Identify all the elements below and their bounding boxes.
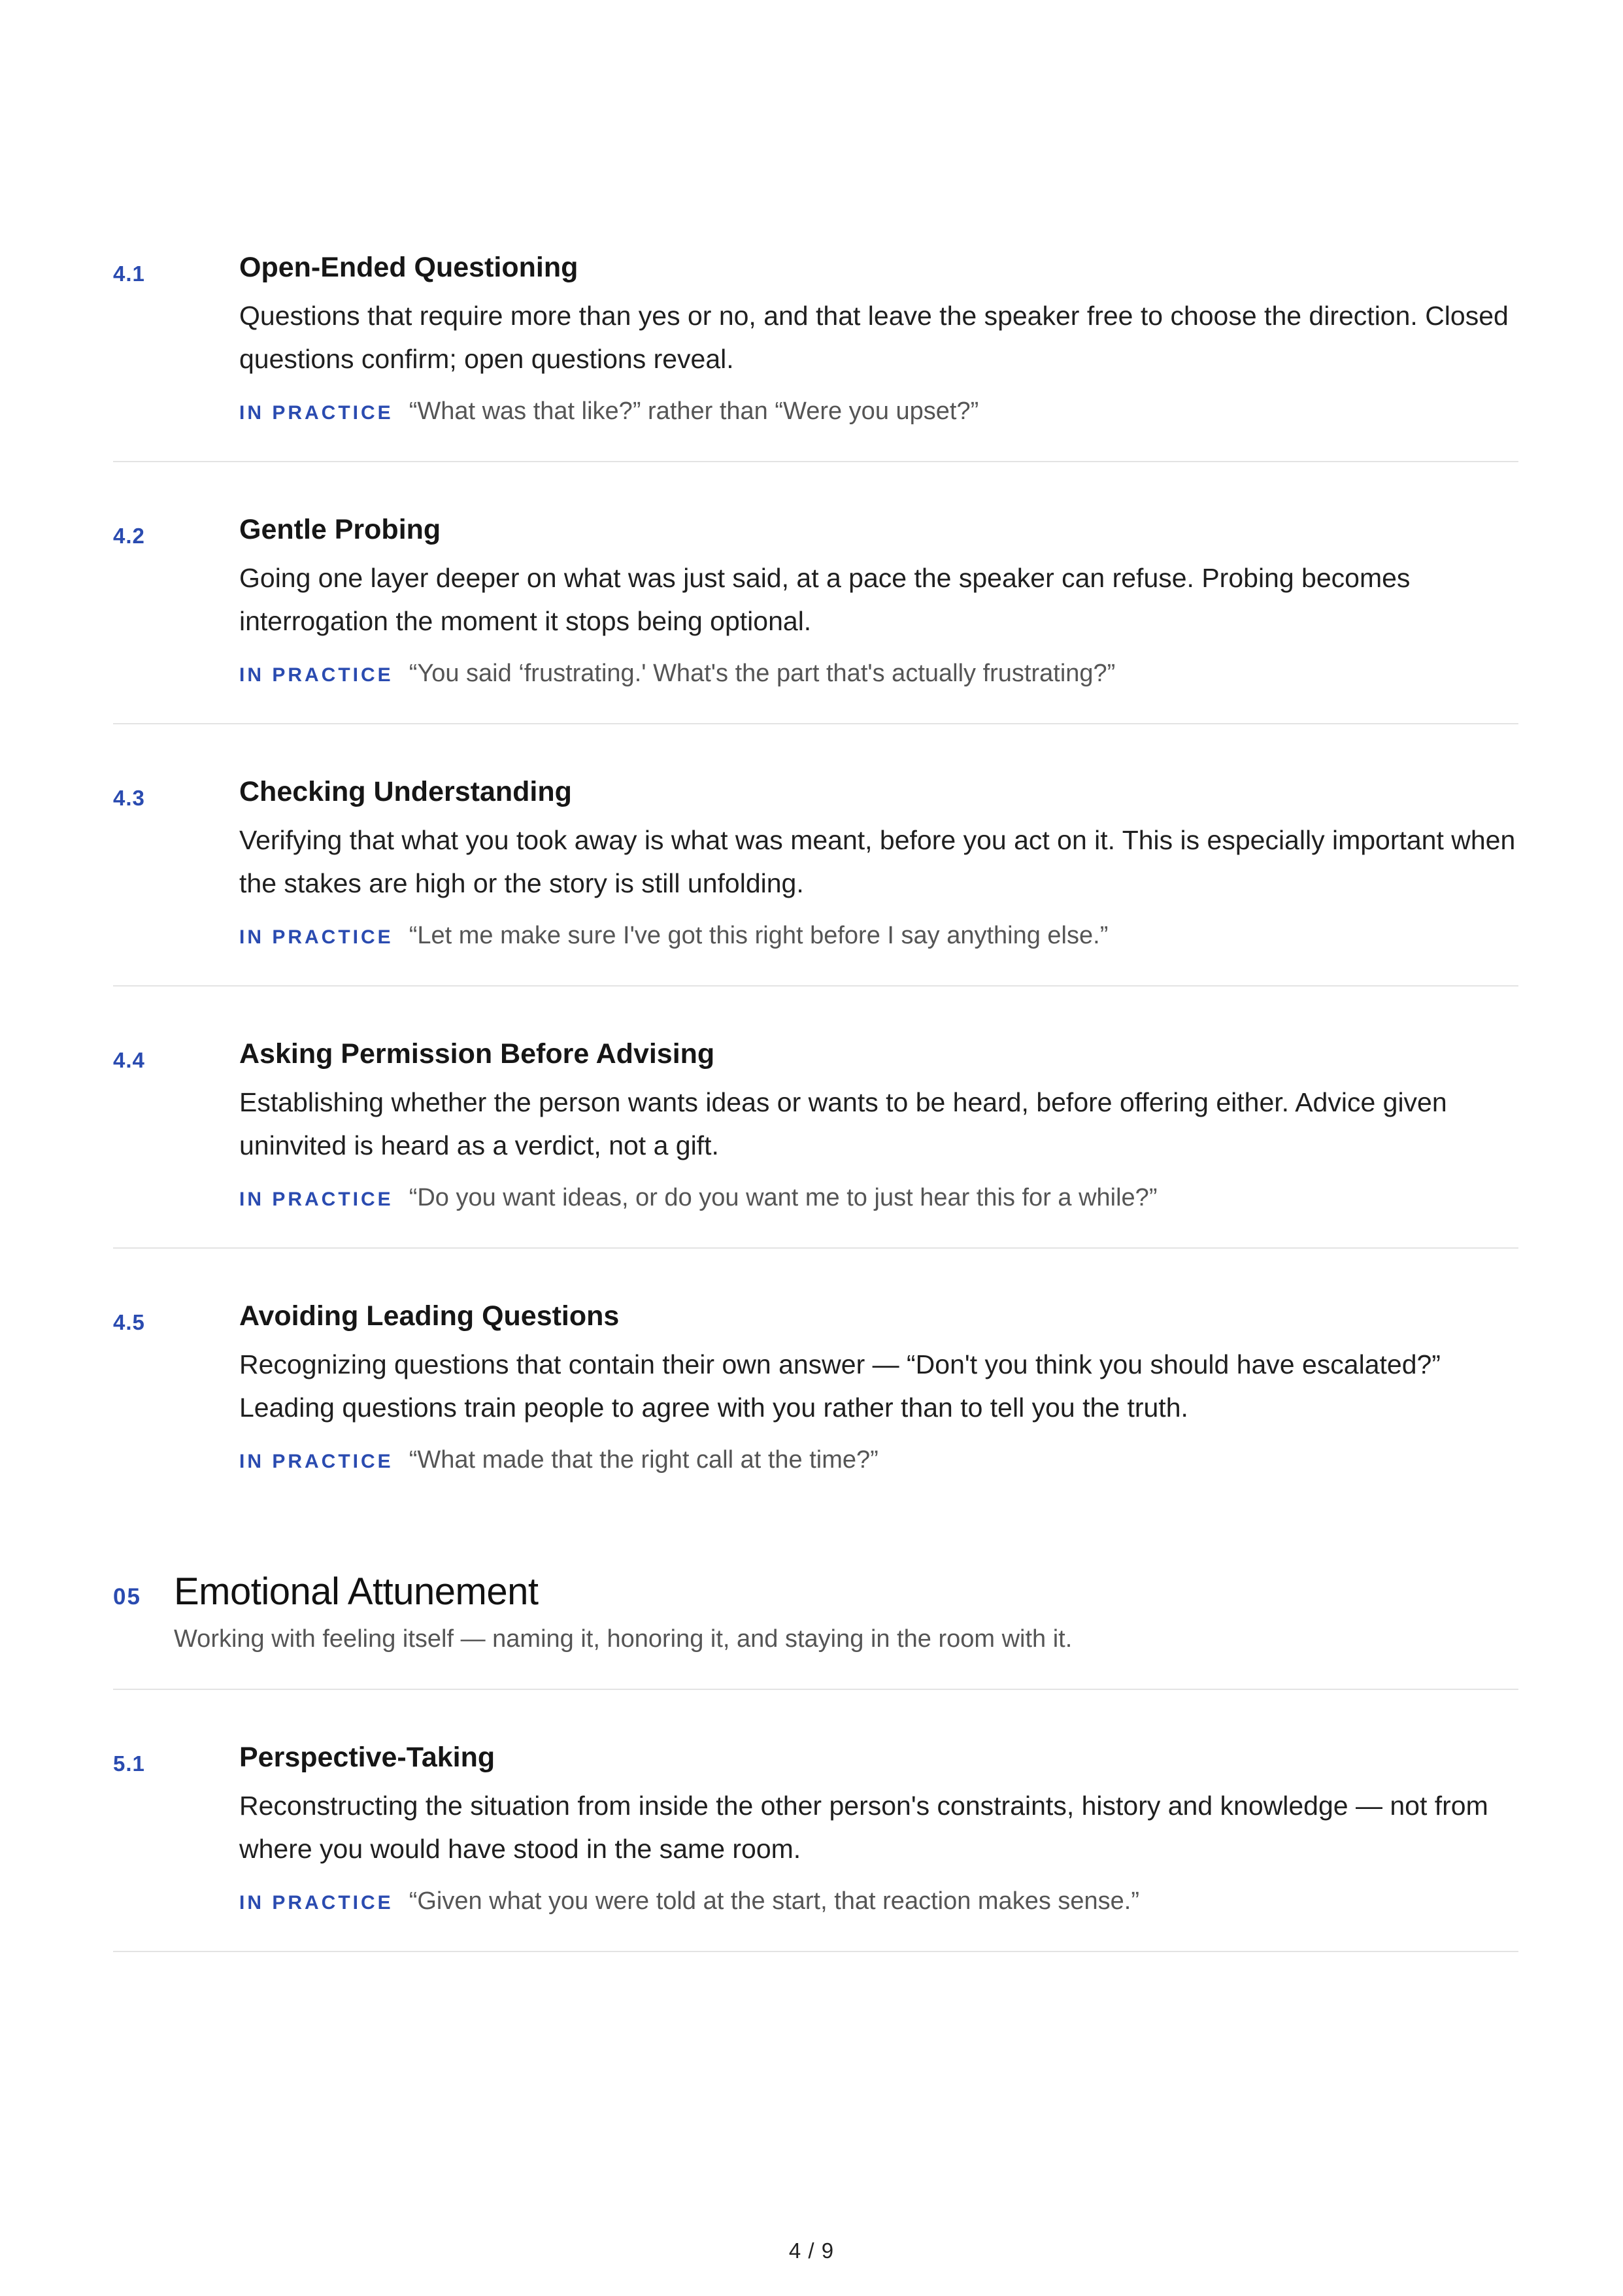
item-number: 4.3 xyxy=(113,786,145,810)
practice-quote: “Let me make sure I've got this right before I say anything else.” xyxy=(409,922,1109,949)
page-content xyxy=(113,247,1518,1999)
item-number: 5.1 xyxy=(113,1751,145,1776)
section-title: Emotional Attunement xyxy=(174,1570,539,1613)
item-number: 4.4 xyxy=(113,1048,145,1072)
practice-label: IN PRACTICE xyxy=(239,664,393,686)
item-number: 4.2 xyxy=(113,524,145,548)
item-description: Verifying that what you took away is what was meant, before you act on it. This is especially important when the stakes are high or the story is still unfolding. xyxy=(239,825,1516,898)
item-title: Perspective-Taking xyxy=(239,1742,495,1773)
item-description: Questions that require more than yes or no, and that leave the speaker free to choose the direction. Closed questions confirm; open questions reveal. xyxy=(239,301,1509,374)
skill-item-4-3 xyxy=(113,771,1518,987)
item-number: 4.1 xyxy=(113,262,145,286)
practice-example xyxy=(239,1885,1518,1919)
item-description: Reconstructing the situation from inside the other person's constraints, history and knowledge — not from where you would have stood in the same room. xyxy=(239,1791,1488,1864)
practice-example xyxy=(239,1181,1518,1216)
practice-quote: “Given what you were told at the start, that reaction makes sense.” xyxy=(409,1887,1139,1915)
practice-label: IN PRACTICE xyxy=(239,402,393,424)
skill-item-4-1 xyxy=(113,247,1518,462)
skill-item-4-2 xyxy=(113,509,1518,724)
practice-label: IN PRACTICE xyxy=(239,1189,393,1210)
item-title: Avoiding Leading Questions xyxy=(239,1300,620,1332)
item-title: Gentle Probing xyxy=(239,514,441,545)
practice-quote: “What was that like?” rather than “Were you upset?” xyxy=(409,397,979,425)
practice-quote: “What made that the right call at the time?” xyxy=(409,1446,878,1474)
practice-label: IN PRACTICE xyxy=(239,1451,393,1472)
practice-example xyxy=(239,395,1518,430)
page-number: 4 / 9 xyxy=(788,2238,835,2263)
practice-quote: “Do you want ideas, or do you want me to just hear this for a while?” xyxy=(409,1184,1158,1211)
practice-label: IN PRACTICE xyxy=(239,1892,393,1914)
item-title: Checking Understanding xyxy=(239,776,572,807)
practice-quote: “You said ‘frustrating.' What's the part that's actually frustrating?” xyxy=(409,660,1116,687)
skill-item-4-4 xyxy=(113,1034,1518,1249)
practice-example xyxy=(239,1443,1518,1478)
practice-label: IN PRACTICE xyxy=(239,926,393,948)
item-title: Open-Ended Questioning xyxy=(239,252,578,283)
skill-item-4-5 xyxy=(113,1296,1518,1510)
practice-example xyxy=(239,657,1518,692)
item-description: Going one layer deeper on what was just said, at a pace the speaker can refuse. Probing becomes interrogation the moment it stops being optional. xyxy=(239,563,1411,636)
section-subtitle: Working with feeling itself — naming it, honoring it, and staying in the room with it. xyxy=(174,1625,1073,1653)
section-number: 05 xyxy=(113,1584,141,1610)
practice-example xyxy=(239,919,1518,954)
item-description: Recognizing questions that contain their own answer — “Don't you think you should have escalated?” Leading questions train people to agree with you rather than to tell you the truth. xyxy=(239,1349,1441,1423)
section-header-05 xyxy=(113,1564,1518,1690)
item-title: Asking Permission Before Advising xyxy=(239,1038,715,1070)
item-number: 4.5 xyxy=(113,1310,145,1334)
item-description: Establishing whether the person wants ideas or wants to be heard, before offering either. Advice given uninvited is heard as a verdict, not a gift. xyxy=(239,1087,1447,1160)
skill-item-5-1 xyxy=(113,1737,1518,1952)
